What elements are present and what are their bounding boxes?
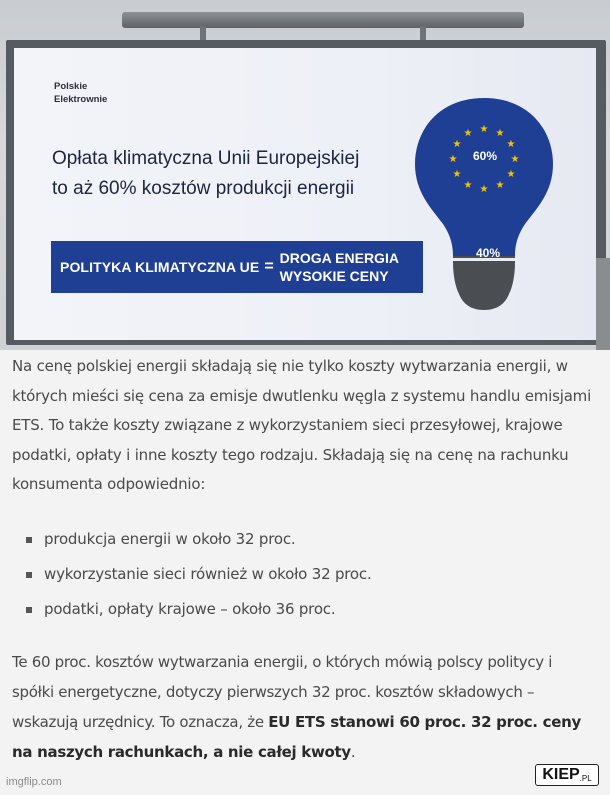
kiep-logo-main: KIEP bbox=[542, 766, 580, 783]
eu-star: ★ bbox=[452, 139, 462, 150]
banner-right-line-1: DROGA ENERGIA bbox=[279, 250, 399, 266]
eu-star: ★ bbox=[510, 154, 520, 165]
banner-equals-sign: = bbox=[264, 258, 274, 275]
bullet-icon bbox=[26, 607, 32, 613]
paragraph-2-bold: EU ETS stanowi 60 proc. 32 proc. ceny na naszych rachunkach, a nie całej kwoty bbox=[12, 712, 581, 761]
brand-logo-text bbox=[54, 80, 164, 106]
lightbulb-graphic bbox=[409, 90, 559, 315]
eu-star: ★ bbox=[506, 139, 516, 150]
banner-left-text: POLITYKA KLIMATYCZNA UE bbox=[60, 259, 260, 275]
article-text bbox=[12, 352, 598, 767]
background-building bbox=[596, 258, 610, 350]
list-item bbox=[12, 592, 598, 627]
brand-line-2: Elektrownie bbox=[54, 94, 108, 105]
banner-right-text bbox=[280, 249, 399, 285]
bulb-base-grey bbox=[453, 256, 515, 310]
billboard-light-rail bbox=[122, 12, 524, 28]
kiep-logo-suffix: .PL bbox=[579, 773, 592, 783]
billboard-headline bbox=[52, 144, 412, 204]
kiep-logo bbox=[535, 764, 599, 786]
headline-line-2: to aż 60% kosztów produkcji energii bbox=[52, 178, 355, 199]
bulb-top-percent: 60% bbox=[472, 149, 498, 163]
eu-star: ★ bbox=[506, 169, 516, 180]
paragraph-2-end: . bbox=[350, 742, 356, 761]
imgflip-watermark: imgflip.com bbox=[6, 776, 62, 788]
billboard-photo bbox=[0, 0, 610, 350]
slogan-banner bbox=[51, 241, 423, 293]
list-item bbox=[12, 557, 598, 592]
banner-right-line-2: WYSOKIE CENY bbox=[279, 268, 389, 284]
eu-star: ★ bbox=[479, 184, 489, 195]
brand-line-1: Polskie bbox=[54, 81, 88, 92]
bullet-icon bbox=[26, 537, 32, 543]
cost-breakdown-list bbox=[12, 522, 598, 627]
article-paragraph-2 bbox=[12, 647, 598, 767]
eu-star: ★ bbox=[479, 124, 489, 135]
eu-star: ★ bbox=[495, 128, 505, 139]
list-item bbox=[12, 522, 598, 557]
article-paragraph-1: Na cenę polskiej energii składają się nie tylko koszty wytwarzania energii, w których mieści się cena za emisje dwutlenku węgla z systemu handlu emisjami ETS. To także koszty związane z wykorzystaniem sieci przesyłowej, krajowe podatki, opłaty i inne koszty tego rodzaju. Składają się na cenę na rachunku konsumenta odpowiednio: bbox=[12, 357, 592, 493]
list-item-text: produkcja energii w około 32 proc. bbox=[44, 529, 296, 548]
eu-star: ★ bbox=[495, 180, 505, 191]
bulb-bottom-percent: 40% bbox=[475, 246, 501, 260]
bulb-top-blue bbox=[415, 98, 553, 256]
eu-star: ★ bbox=[452, 169, 462, 180]
billboard-panel bbox=[14, 48, 596, 340]
eu-star: ★ bbox=[448, 154, 458, 165]
list-item-text: wykorzystanie sieci również w około 32 proc. bbox=[44, 564, 372, 583]
headline-line-1: Opłata klimatyczna Unii Europejskiej bbox=[52, 148, 360, 169]
eu-star: ★ bbox=[463, 180, 473, 191]
list-item-text: podatki, opłaty krajowe – około 36 proc. bbox=[44, 599, 336, 618]
paragraph-2-plain: Te 60 proc. kosztów wytwarzania energii, o których mówią polscy politycy i spółki energetyczne, dotyczy pierwszych 32 proc. kosztów składowych – wskazują urzędnicy. To oznacza, że bbox=[12, 652, 553, 731]
eu-star: ★ bbox=[463, 128, 473, 139]
bullet-icon bbox=[26, 572, 32, 578]
